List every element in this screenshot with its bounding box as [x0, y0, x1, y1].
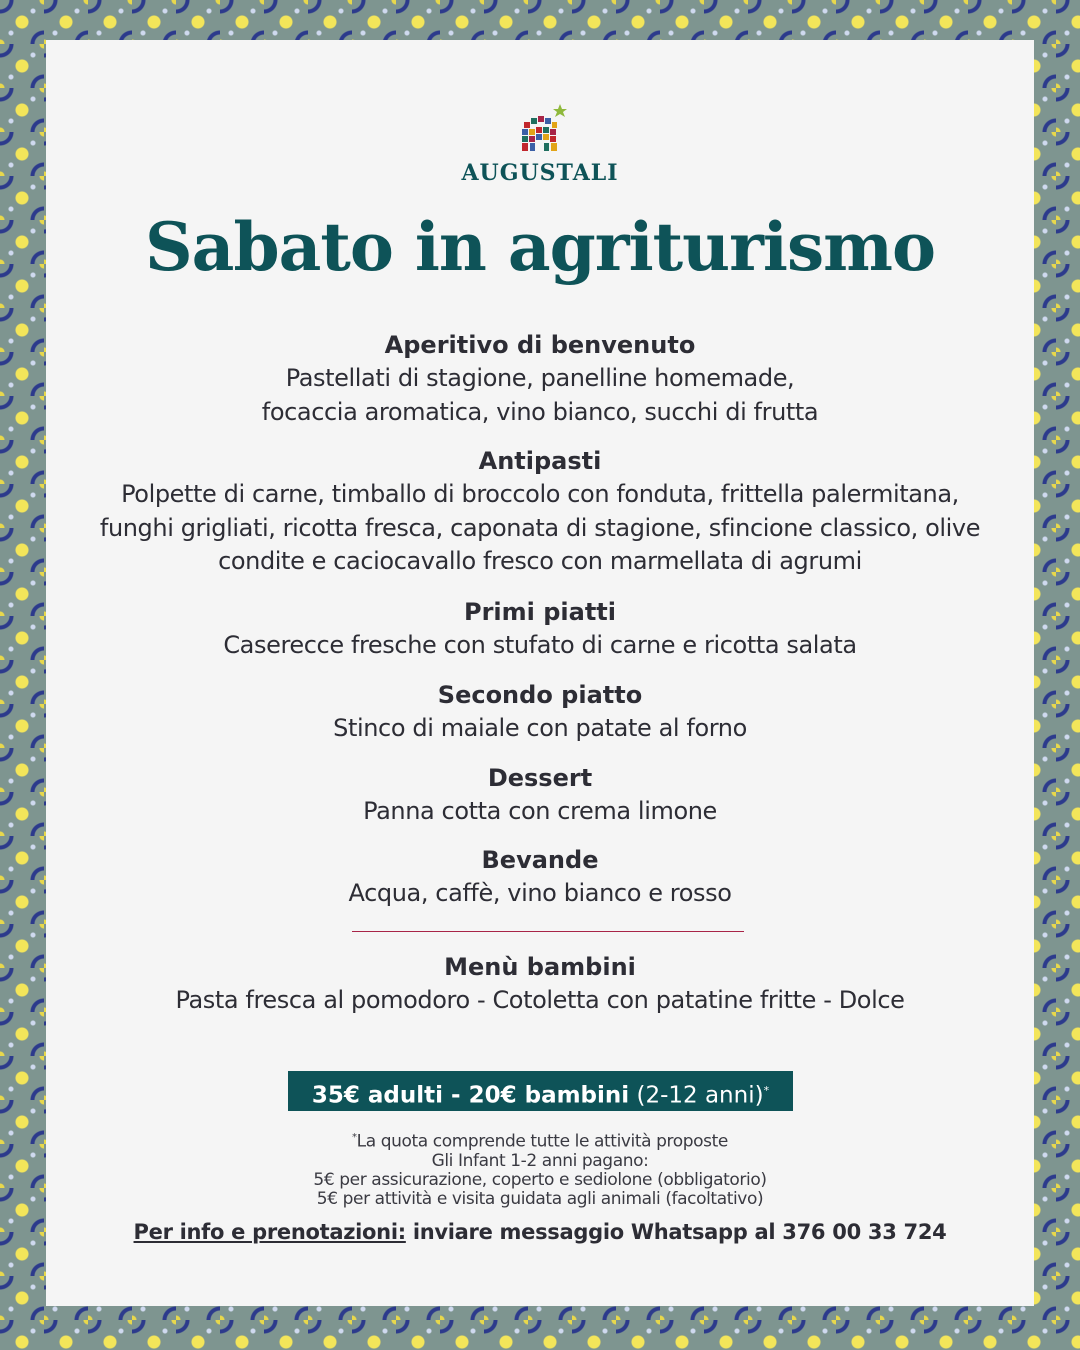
section-menu-bambini	[46, 950, 1034, 1018]
section-line: Panna cotta con crema limone	[363, 797, 717, 825]
section-line: condite e caciocavallo fresco con marmellata di agrumi	[218, 547, 862, 575]
section-line: Stinco di maiale con patate al forno	[333, 714, 747, 742]
footnote-mark: *	[763, 1084, 770, 1097]
price-age-range: (2-12 anni)	[636, 1082, 764, 1109]
section-line: Pasta fresca al pomodoro - Cotoletta con patatine fritte - Dolce	[175, 986, 905, 1014]
footnote-mark: *	[352, 1132, 357, 1143]
section-bevande	[46, 843, 1034, 911]
section-line: Pastellati di stagione, panelline homemade,	[285, 364, 795, 392]
augustali-logo-icon	[510, 100, 570, 160]
section-body	[46, 984, 1034, 1018]
section-secondo	[46, 678, 1034, 746]
note-line: 5€ per assicurazione, coperto e sediolone (obbligatorio)	[313, 1169, 767, 1190]
note-line: Gli Infant 1-2 anni pagano:	[431, 1150, 649, 1171]
section-heading: Aperitivo di benvenuto	[384, 331, 696, 359]
page-title: Sabato in agriturismo	[145, 208, 935, 286]
section-line: Polpette di carne, timballo di broccolo con fonduta, frittella palermitana,	[121, 480, 959, 508]
section-body	[46, 712, 1034, 746]
footnotes	[46, 1128, 1034, 1209]
section-line: focaccia aromatica, vino bianco, succhi di frutta	[261, 397, 819, 426]
note-line: 5€ per attività e visita guidata agli animali (facoltativo)	[316, 1188, 764, 1209]
section-body	[46, 629, 1034, 663]
brand-name: AUGUSTALI	[461, 160, 619, 186]
section-line: Acqua, caffè, vino bianco e rosso	[348, 879, 732, 907]
section-heading: Bevande	[481, 846, 599, 874]
contact-info	[46, 1220, 1034, 1244]
section-dessert	[46, 761, 1034, 829]
section-heading: Secondo piatto	[437, 681, 643, 709]
section-primi	[46, 595, 1034, 663]
section-body	[46, 795, 1034, 829]
section-line: funghi grigliati, ricotta fresca, caponata di stagione, sfincione classico, olive	[99, 513, 981, 542]
section-heading: Menù bambini	[444, 953, 636, 981]
section-heading: Primi piatti	[463, 598, 616, 626]
contact-text: inviare messaggio Whatsapp al 376 00 33 724	[412, 1220, 947, 1244]
section-heading: Dessert	[487, 764, 593, 792]
note-line: La quota comprende tutte le attività proposte	[356, 1131, 728, 1152]
price-banner	[288, 1071, 793, 1111]
section-body	[46, 478, 1034, 579]
price-main: 35€ adulti - 20€ bambini	[311, 1082, 630, 1109]
section-line: Caserecce fresche con stufato di carne e ricotta salata	[223, 631, 857, 659]
contact-label: Per info e prenotazioni:	[133, 1220, 406, 1244]
section-antipasti	[46, 444, 1034, 579]
section-body	[46, 877, 1034, 911]
section-body	[46, 362, 1034, 429]
section-aperitivo	[46, 328, 1034, 429]
section-heading: Antipasti	[478, 447, 602, 475]
divider	[352, 931, 744, 932]
menu-panel	[46, 40, 1034, 1306]
